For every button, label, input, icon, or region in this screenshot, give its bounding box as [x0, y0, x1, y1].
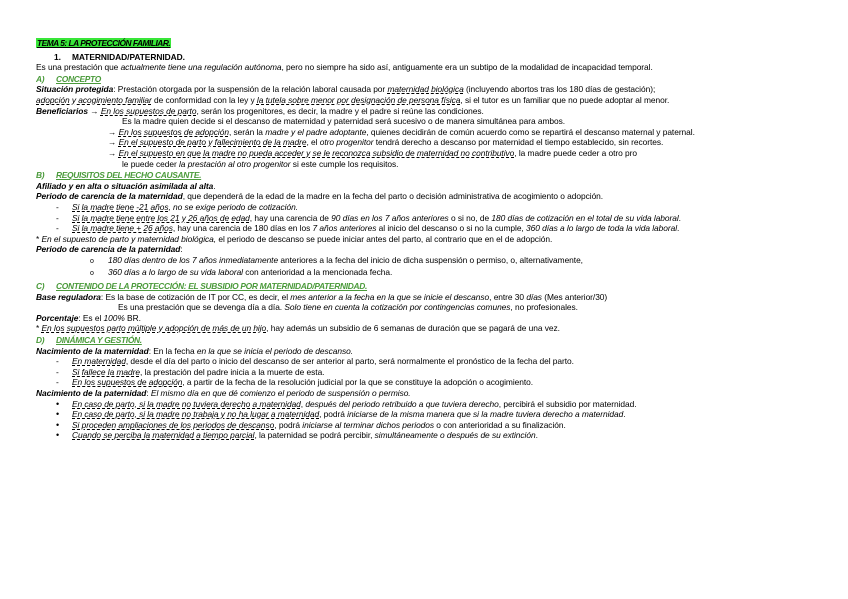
carencia-menor-21: - Si la madre tiene -21 años, no se exige periodo de cotización. [56, 201, 298, 212]
section-d-heading: D) DINÁMICA Y GESTIÓN. [36, 335, 142, 346]
beneficiarios-adopcion: → En los supuestos de adopción, serán la madre y el padre adoptante, quienes decidirán de común acuerdo como se repartirá el descanso maternal y paternal. [108, 126, 695, 137]
nacimiento-adopcion: - En los supuestos de adopción, a partir de la fecha de la resolución judicial por la que se constituye la adopción o acogimiento. [56, 377, 534, 388]
note-parto-biologico: * En el supuesto de parto y maternidad biológica, el periodo de descanso se puede iniciar antes del parto, al contrario que en el de adopción. [36, 233, 553, 244]
porcentaje-line: Porcentaje: Es el 100% BR. [36, 312, 141, 323]
beneficiarios-line: Beneficiarios → En los supuestos de parto, serán los progenitores, es decir, la madre y el padre si reúne las condiciones. [36, 105, 484, 116]
title-line [36, 38, 812, 49]
paternidad-bullet-4: • Cuando se perciba la maternidad a tiempo parcial, la paternidad se podrá percibir, simultáneamente o después de su extinción. [56, 430, 538, 441]
heading-maternidad: 1. MATERNIDAD/PATERNIDAD. [54, 51, 185, 62]
base-reguladora: Base reguladora: Es la base de cotización de IT por CC, es decir, el mes anterior a la fecha en la que se inicie el descanso, entre 30 días (Mes anterior/30) [36, 291, 608, 302]
paternidad-bullet-3: • Si proceden ampliaciones de los periodos de descanso, podrá iniciarse al terminar dichos periodos o con anterioridad a su finalización. [56, 419, 566, 430]
situacion-protegida: Situación protegida: Prestación otorgada por la suspensión de la relación laboral causada por maternidad biológica (incluyendo abortos tras los 180 días de gestación); [36, 84, 656, 95]
beneficiarios-no-contributivo: → En el supuesto en que la madre no pueda acceder y se le reconozca subsidio de maternidad no contributivo, la madre puede ceder a otro pro [108, 147, 637, 158]
intro-paragraph: Es una prestación que actualmente tiene una regulación autónoma, pero no siempre ha sido así, antiguamente era un subtipo de la modalidad de incapacidad temporal. [36, 62, 653, 73]
document-title: TEMA 5: LA PROTECCIÓN FAMILIAR. [37, 38, 171, 48]
beneficiarios-fallecimiento: → En el supuesto de parto y fallecimiento de la madre, el otro progenitor tendrá derecho a descanso por maternidad el tiempo establecido, sin recortes. [108, 137, 664, 148]
nacimiento-en-maternidad: - En maternidad, desde el día del parto o inicio del descanso de ser anterior al parto, será normalmente el pronóstico de la fecha del parto. [56, 356, 574, 367]
paternidad-180-dias: o 180 días dentro de los 7 años inmediatamente anteriores a la fecha del inicio de dicha suspensión o permiso, o, alternativamente, [90, 254, 583, 265]
section-c-heading: C) CONTENIDO DE LA PROTECCIÓN: EL SUBSIDIO POR MATERNIDAD/PATERNIDAD. [36, 281, 368, 292]
carencia-mayor-26: - Si la madre tiene + 26 años, hay una carencia de 180 días en los 7 años anteriores al inicio del descanso o si no la cumple, 360 días a lo largo de toda la vida laboral. [56, 223, 680, 234]
periodo-carencia-maternidad: Periodo de carencia de la maternidad, que dependerá de la edad de la madre en la fecha del parto o decisión administrativa de acogimiento o adopción. [36, 191, 604, 202]
beneficiarios-ceder: le puede ceder la prestación al otro progenitor si este cumple los requisitos. [122, 158, 399, 169]
nacimiento-maternidad: Nacimiento de la maternidad: En la fecha en la que se inicia el periodo de descanso. [36, 345, 354, 356]
nacimiento-paternidad: Nacimiento de la paternidad: El mismo día en que dé comienzo el periodo de suspensión o permiso. [36, 388, 411, 398]
adopcion-line: adopción y acogimiento familiar de conformidad con la ley y la tutela sobre menor por designación de persona física, si el tutor es un familiar que no puede adoptar al menor. [36, 94, 670, 105]
paternidad-360-dias: o 360 días a lo largo de su vida laboral con anterioridad a la mencionada fecha. [90, 267, 393, 278]
paternidad-bullet-1: • En caso de parto, si la madre no tuviera derecho a maternidad, después del periodo retribuido a que tuviera derecho, percibirá el subsidio por maternidad. [56, 398, 637, 409]
beneficiarios-note: Es la madre quien decide si el descanso de maternidad y paternidad será sucesivo o de manera simultánea para ambos. [122, 116, 566, 127]
paternidad-bullet-2: • En caso de parto, si la madre no trabaja y no ha lugar a maternidad, podrá iniciarse de la misma manera que si la madre tuviera derecho a maternidad. [56, 409, 626, 420]
base-reguladora-devengo: Es una prestación que se devenga día a día. Solo tiene en cuenta la cotización por contingencias comunes, no profesionales. [118, 302, 578, 313]
carencia-21-26: - Si la madre tiene entre los 21 y 26 años de edad, hay una carencia de 90 días en los 7 años anteriores o si no, de 180 días de cotización en el total de su vida laboral. [56, 212, 681, 223]
note-parto-multiple: * En los supuestos parto múltiple y adopción de más de un hijo, hay además un subsidio de 6 semanas de duración que se pagará de una vez. [36, 323, 560, 334]
section-b-heading: B) REQUISITOS DEL HECHO CAUSANTE. [36, 170, 202, 181]
afiliado-line: Afiliado y en alta o situación asimilada al alta. [36, 180, 216, 191]
periodo-carencia-paternidad: Periodo de carencia de la paternidad: [36, 244, 183, 255]
section-a-heading: A) CONCEPTO [36, 73, 101, 84]
nacimiento-fallece-madre: - Si fallece la madre, la prestación del padre inicia a la muerte de esta. [56, 366, 325, 377]
